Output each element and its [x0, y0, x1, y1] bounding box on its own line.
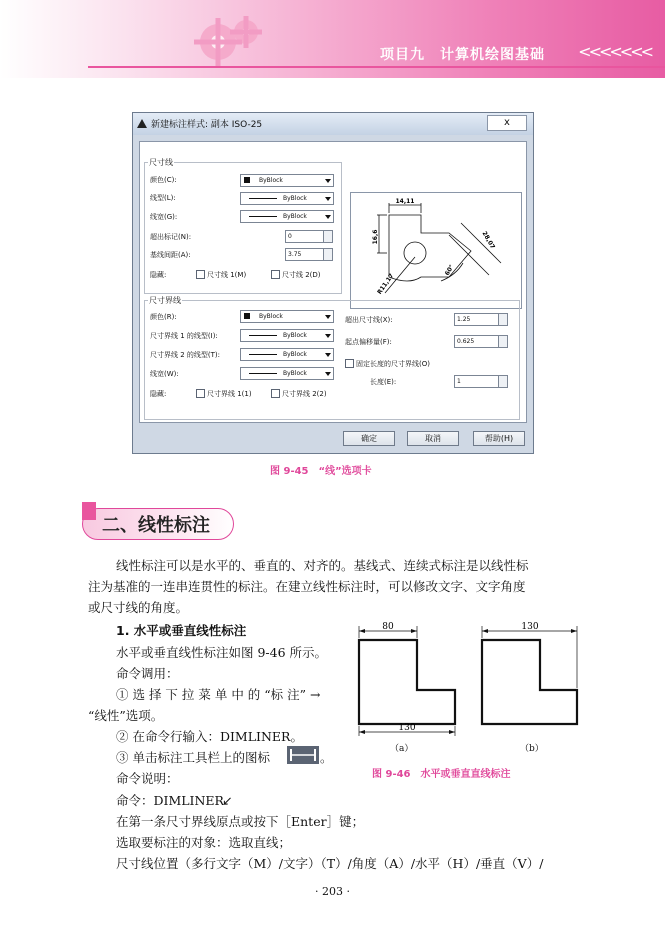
color-value: ByBlock [259, 177, 283, 184]
dim-a-top: 80 [382, 622, 394, 632]
section-heading [82, 508, 240, 540]
left-text-line: “线性”选项。 [88, 708, 164, 723]
spinner-arrows-icon[interactable] [323, 231, 332, 242]
chevron-down-icon [325, 197, 331, 201]
close-button[interactable]: x [487, 115, 527, 131]
figure-caption-46: 图 9-46 水平或垂直直线标注 [372, 769, 511, 780]
left-text-line: 水平或垂直线性标注如图 9-46 所示。 [116, 645, 328, 660]
cancel-button[interactable]: 取消 [407, 431, 459, 446]
ext-color-value: ByBlock [259, 313, 283, 320]
autocad-icon [137, 119, 147, 128]
ext-lineweight-value: ByBlock [283, 370, 307, 377]
ok-button[interactable]: 确定 [343, 431, 395, 446]
lineweight-label: 线宽(G): [150, 213, 178, 221]
dim2-label: 尺寸线 2(D) [282, 271, 321, 279]
paragraph-line: 注为基准的一连串连贯性的标注。在建立线性标注时，可以修改文字、文字角度 [88, 579, 526, 594]
linetype-label: 线型(L): [150, 194, 176, 202]
baseline-spinner[interactable] [285, 248, 333, 261]
extend-value: 0 [288, 233, 292, 240]
icon-suffix: 。 [320, 750, 333, 765]
lineweight-sample-icon [249, 373, 277, 374]
linear-dim-tool-icon [287, 746, 319, 764]
offset-value: 0.625 [457, 338, 475, 345]
beyond-label: 超出尺寸线(X): [345, 316, 393, 324]
extend-spinner[interactable] [285, 230, 333, 243]
linetype-sample-icon [249, 354, 277, 355]
chapter-title: 项目九 计算机绘图基础 [380, 47, 545, 63]
header-arrows: <<<<<<< [578, 42, 651, 61]
left-text-line: ① 选 择 下 拉 菜 单 中 的 “标 注” → [116, 687, 321, 702]
linetype-sample-icon [249, 335, 277, 336]
paragraph-line: 或尺寸线的角度。 [88, 600, 189, 615]
paragraph-line: 线性标注可以是水平的、垂直的、对齐的。基线式、连续式标注是以线性标 [116, 558, 529, 573]
color-swatch-icon [244, 313, 250, 319]
lineweight-select[interactable] [240, 210, 334, 223]
spinner-arrows-icon[interactable] [498, 314, 507, 325]
dim1-label: 尺寸线 1(M) [207, 271, 247, 279]
ext2-label: 尺寸界线 2(2) [282, 390, 327, 398]
baseline-value: 3.75 [288, 251, 302, 258]
page-header [0, 0, 665, 78]
linetype-value: ByBlock [283, 195, 307, 202]
preview-part-outline [389, 215, 471, 281]
section-heading-tab [82, 502, 96, 520]
ext-suppress-label: 隐藏: [150, 390, 167, 398]
preview-dim-left: 16,6 [372, 229, 379, 245]
chevron-down-icon [325, 353, 331, 357]
beyond-spinner[interactable] [454, 313, 508, 326]
preview-dim-radius: R11,17 [376, 272, 396, 296]
ext-color-label: 颜色(R): [150, 313, 177, 321]
color-select[interactable] [240, 174, 334, 187]
help-button[interactable]: 帮助(H) [473, 431, 525, 446]
dim-line-group-label: 尺寸线 [149, 158, 173, 167]
dialog-titlebar [133, 113, 533, 135]
length-label: 长度(E): [370, 378, 397, 386]
left-text-line: ② 在命令行输入：DIMLINER。 [116, 729, 303, 744]
spinner-arrows-icon[interactable] [323, 249, 332, 260]
dimension-preview [350, 192, 522, 309]
ext2-linetype-value: ByBlock [283, 351, 307, 358]
length-spinner[interactable] [454, 375, 508, 388]
chevron-down-icon [325, 315, 331, 319]
section-heading-text: 二、线性标注 [102, 515, 210, 536]
extend-label: 超出标记(N): [150, 233, 192, 241]
spinner-arrows-icon[interactable] [498, 376, 507, 387]
ext-lineweight-label: 线宽(W): [150, 370, 179, 378]
linetype-sample-icon [249, 198, 277, 199]
enter-arrow-icon: ↙ [222, 793, 233, 808]
figure-caption-45: 图 9-45 “线”选项卡 [270, 466, 372, 477]
sub-heading: 1. 水平或垂直线性标注 [116, 623, 247, 638]
dialog-body [139, 141, 527, 423]
preview-hole [404, 242, 426, 264]
shape-a [359, 640, 455, 724]
color-label: 颜色(C): [150, 176, 177, 184]
fixed-length-checkbox[interactable] [345, 359, 354, 368]
lineweight-value: ByBlock [283, 213, 307, 220]
ext-line-group-label: 尺寸界线 [149, 296, 181, 305]
offset-spinner[interactable] [454, 335, 508, 348]
figure-label-b: （b） [520, 744, 544, 754]
left-text-line: 命令调用： [116, 666, 179, 681]
dim-a-bottom: 130 [398, 723, 416, 733]
ext1-checkbox[interactable] [196, 389, 205, 398]
dimstyle-dialog [132, 112, 534, 454]
chevron-down-icon [325, 334, 331, 338]
ext2-linetype-select[interactable] [240, 348, 334, 361]
ext-lineweight-select[interactable] [240, 367, 334, 380]
command-line: 尺寸线位置（多行文字（M）/文字）（T）/角度（A）/水平（H）/垂直（V）/ [116, 856, 544, 871]
left-text-line: ③ 单击标注工具栏上的图标 [116, 750, 270, 765]
page-number: · 203 · [315, 885, 350, 898]
ext1-linetype-select[interactable] [240, 329, 334, 342]
color-swatch-icon [244, 177, 250, 183]
preview-dim-aligned: 28,07 [480, 230, 497, 251]
ext1-linetype-value: ByBlock [283, 332, 307, 339]
left-text-line: 命令说明： [116, 771, 179, 786]
command-line: 命令：DIMLINER [116, 793, 224, 808]
spinner-arrows-icon[interactable] [498, 336, 507, 347]
length-value: 1 [457, 378, 461, 385]
command-line: 选取要标注的对象：选取直线； [116, 835, 292, 850]
dim1-checkbox[interactable] [196, 270, 205, 279]
ext1-linetype-label: 尺寸界线 1 的线型(I): [150, 332, 218, 340]
preview-dim-top: 14,11 [395, 198, 415, 205]
preview-dim-angle: 60° [443, 263, 456, 277]
dim2-checkbox[interactable] [271, 270, 280, 279]
baseline-label: 基线间距(A): [150, 251, 191, 259]
command-line: 在第一条尺寸界线原点或按下［Enter］键； [116, 814, 365, 829]
header-rule [88, 66, 665, 68]
beyond-value: 1.25 [457, 316, 471, 323]
chevron-down-icon [325, 179, 331, 183]
figure-9-46 [355, 620, 605, 750]
fixed-length-label: 固定长度的尺寸界线(O) [356, 360, 430, 368]
chevron-down-icon [325, 215, 331, 219]
linetype-select[interactable] [240, 192, 334, 205]
offset-label: 起点偏移量(F): [345, 338, 392, 346]
dim-b-top: 130 [521, 622, 539, 632]
ext-color-select[interactable] [240, 310, 334, 323]
ext2-linetype-label: 尺寸界线 2 的线型(T): [150, 351, 220, 359]
gears-decoration-icon [190, 10, 270, 70]
shape-b [482, 640, 577, 724]
ext1-label: 尺寸界线 1(1) [207, 390, 252, 398]
figure-label-a: （a） [390, 744, 414, 754]
lineweight-sample-icon [249, 216, 277, 217]
ext2-checkbox[interactable] [271, 389, 280, 398]
chevron-down-icon [325, 372, 331, 376]
suppress-label: 隐藏: [150, 271, 167, 279]
dialog-title: 新建标注样式: 副本 ISO-25 [151, 120, 263, 130]
